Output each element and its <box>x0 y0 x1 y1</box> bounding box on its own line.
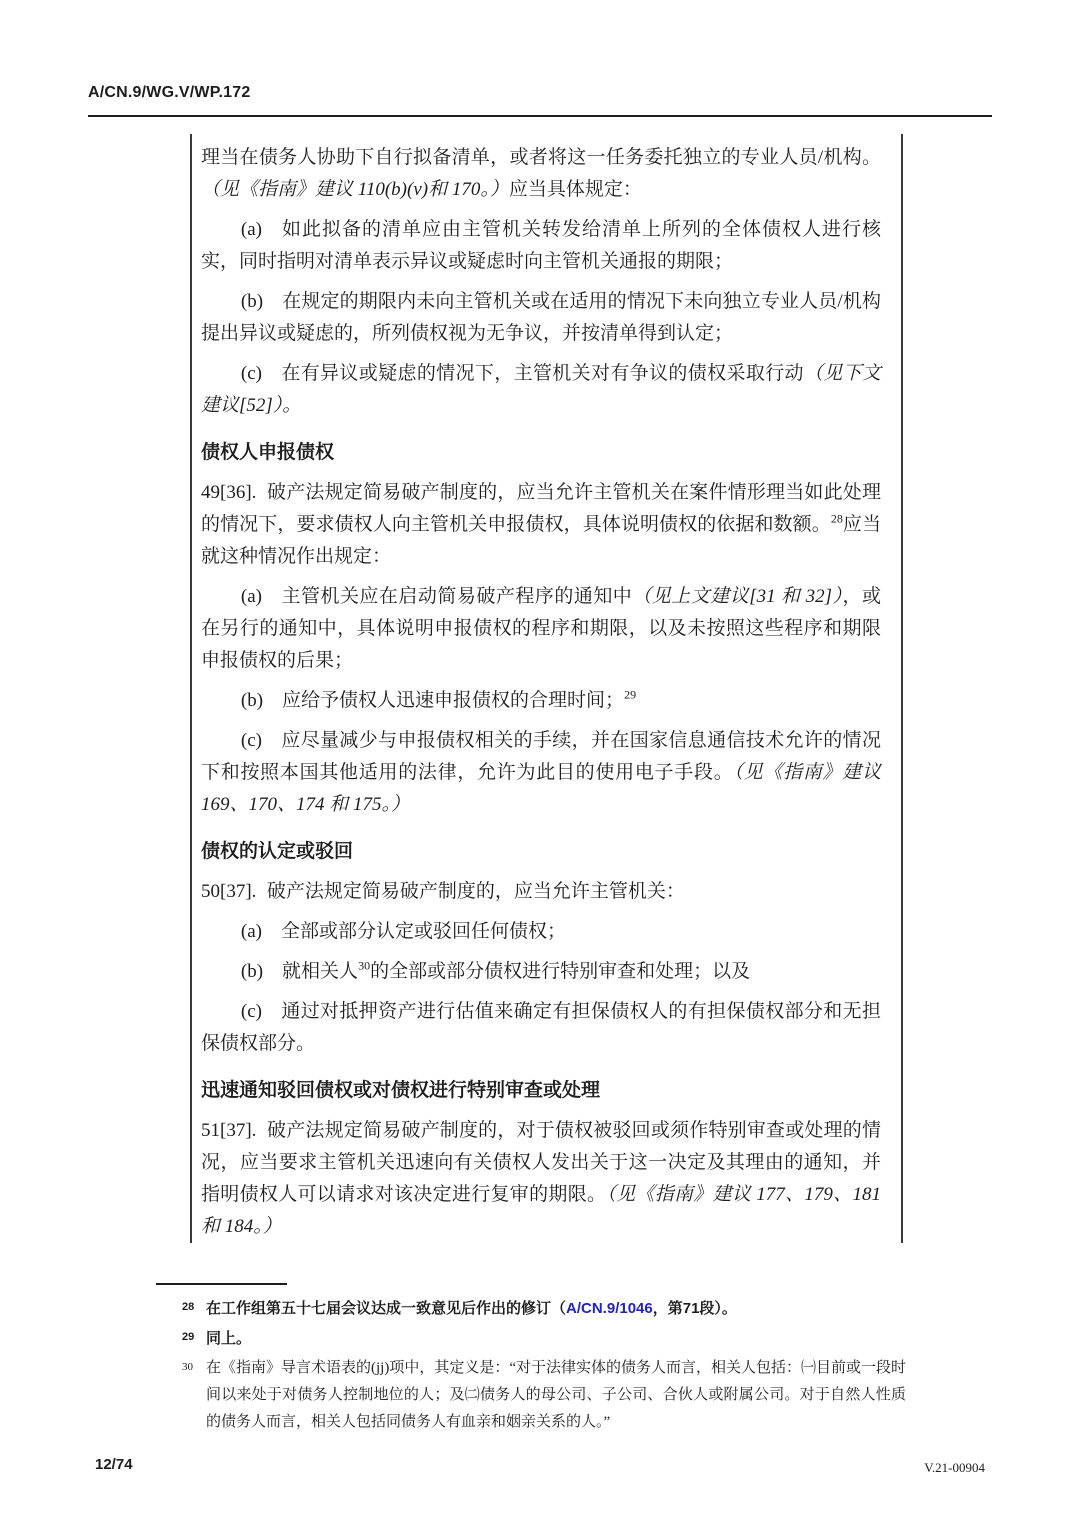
text-run: 在有异议或疑虑的情况下，主管机关对有争议的债权采取行动 <box>280 363 804 384</box>
item-label: (b) <box>240 291 264 312</box>
text-run: 破产法规定简易破产制度的，应当允许主管机关在案件情形理当如此处理的情况下，要求债权人向主管机关申报债权，具体说明债权的依据和数额。 <box>201 482 881 535</box>
guide-reference: （见下文建议[52]）。 <box>201 363 881 416</box>
paragraph <box>201 1115 881 1243</box>
item-label: (a) <box>240 586 262 607</box>
list-item <box>201 286 881 350</box>
text-run: 主管机关应在启动简易破产程序的通知中 <box>280 586 633 607</box>
page-number: 12/74 <box>95 1456 133 1473</box>
footnote-separator <box>156 1283 287 1285</box>
footnote-ref: 30 <box>358 958 371 973</box>
list-item <box>201 214 881 278</box>
footnote-area <box>88 1283 992 1436</box>
text-run: ，或在另行的通知中，具体说明申报债权的程序和期限，以及未按照这些程序和期限申报债权的后果； <box>201 586 881 671</box>
text-run: 就相关人 <box>282 961 359 982</box>
doc-id: V.21-00904 <box>924 1460 985 1475</box>
text-run: 在规定的期限内未向主管机关或在适用的情况下未向独立专业人员/机构提出异议或疑虑的，所列债权视为无争议，并按清单得到认定； <box>201 291 881 344</box>
list-item <box>201 956 881 988</box>
item-label: (c) <box>240 363 262 384</box>
document-link[interactable]: A/CN.9/1046 <box>566 1300 653 1317</box>
text-run: 通过对抵押资产进行估值来确定有担保债权人的有担保债权部分和无担保债权部分。 <box>201 1001 881 1054</box>
guide-reference: （见《指南》建议 110(b)(v)和 170。） <box>201 179 509 200</box>
guide-reference: （见《指南》建议 177、179、181 和 184。） <box>201 1184 881 1237</box>
section-heading: 迅速通知驳回债权或对债权进行特别审查或处理 <box>201 1080 601 1101</box>
text-run: 应当就这种情况作出规定： <box>201 514 881 567</box>
text-run: ，第71段）。 <box>652 1300 737 1317</box>
text-run: 在《指南》导言术语表的(jj)项中，其定义是：“对于法律实体的债务人而言，相关人包括：㈠目前或一段时间以来处于对债务人控制地位的人；及㈡债务人的母公司、子公司、合伙人或附属公司。对于自然人性质的债务人而言，相关人包括同债务人有血亲和姻亲关系的人。” <box>206 1360 906 1430</box>
list-item <box>201 685 881 717</box>
guide-reference: （见《指南》建议 169、170、174 和 175。） <box>201 762 881 815</box>
paragraph-number: 49[36]. <box>201 482 257 503</box>
footnote-ref: 29 <box>624 687 637 702</box>
item-label: (c) <box>240 730 262 751</box>
footnote-ref: 28 <box>830 511 843 526</box>
text-run: 破产法规定简易破产制度的，应当允许主管机关： <box>266 881 685 902</box>
list-item <box>201 358 881 422</box>
text-run: 在工作组第五十七届会议达成一致意见后作出的修订（ <box>206 1300 567 1317</box>
footnote <box>182 1355 906 1436</box>
list-item <box>201 581 881 677</box>
text-run: 应给予债权人迅速申报债权的合理时间； <box>282 690 625 711</box>
text-run: 破产法规定简易破产制度的，对于债权被驳回或须作特别审查或处理的情况，应当要求主管机关迅速向有关债权人发出关于这一决定及其理由的通知，并指明债权人可以请求对该决定进行复审的期限。 <box>201 1120 881 1205</box>
paragraph-number: 51[37]. <box>201 1120 257 1141</box>
item-label: (b) <box>240 961 264 982</box>
header-rule <box>88 115 992 117</box>
list-item <box>201 725 881 821</box>
item-label: (c) <box>240 1001 262 1022</box>
item-label: (a) <box>240 219 262 240</box>
text-run: 理当在债务人协助下自行拟备清单，或者将这一任务委托独立的专业人员/机构。 <box>201 147 881 168</box>
footnote <box>182 1295 906 1322</box>
paragraph <box>201 142 881 206</box>
paragraph-number: 50[37]. <box>201 881 257 902</box>
text-run: 应当具体规定： <box>508 179 642 200</box>
item-label: (a) <box>240 921 262 942</box>
text-run: 如此拟备的清单应由主管机关转发给清单上所列的全体债权人进行核实，同时指明对清单表示异议或疑虑时向主管机关通报的期限； <box>201 219 881 272</box>
text-run: 应尽量减少与申报债权相关的手续，并在国家信息通信技术允许的情况下和按照本国其他适用的法律，允许为此目的使用电子手段。 <box>201 730 881 783</box>
list-item <box>201 996 881 1060</box>
paragraph <box>201 477 881 573</box>
text-run: 全部或部分认定或驳回任何债权； <box>280 921 566 942</box>
doc-symbol: A/CN.9/WG.V/WP.172 <box>88 84 251 101</box>
footnote <box>182 1325 906 1352</box>
guide-reference: （见上文建议[31 和 32]） <box>632 586 843 607</box>
item-label: (b) <box>240 690 264 711</box>
footnote-number: 29 <box>182 1331 195 1343</box>
footnote-list <box>88 1295 992 1436</box>
list-item <box>201 916 881 948</box>
section-heading: 债权人申报债权 <box>201 442 335 463</box>
section-heading: 债权的认定或驳回 <box>201 841 354 862</box>
text-run: 同上。 <box>206 1330 252 1347</box>
draft-recommendations-box <box>190 134 903 1243</box>
footnote-number: 28 <box>182 1301 195 1313</box>
text-run: 的全部或部分债权进行特别审查和处理；以及 <box>370 961 751 982</box>
paragraph <box>201 876 881 908</box>
footnote-number: 30 <box>182 1361 193 1373</box>
